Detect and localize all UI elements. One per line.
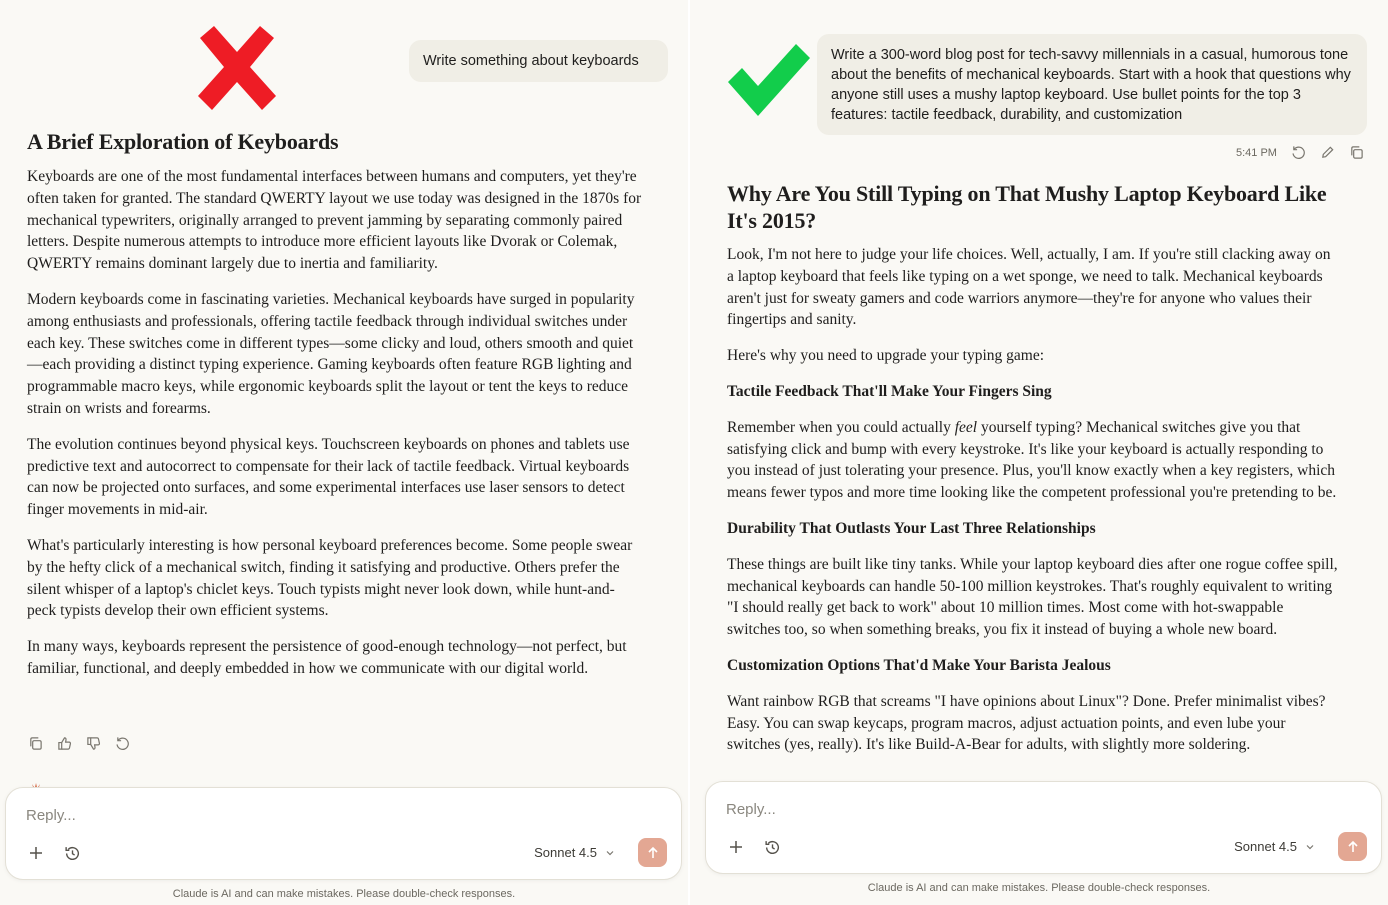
thumbs-down-button[interactable] <box>85 735 102 752</box>
response-paragraph: What's particularly interesting is how personal keyboard preferences become. Some people swear by the hefty click of a mechanical switch, finding it satisfying and productive. Others prefer the silent whisper of a laptop's chiclet keys. Touch typists might never look down, while hunt-and-peck typists develop their own efficient systems. <box>27 536 633 620</box>
history-button[interactable] <box>762 837 782 857</box>
response-paragraph: Modern keyboards come in fascinating varieties. Mechanical keyboards have surged in popularity among enthusiasts and professionals, offering tactile feedback through individual switches under each key. These switches come in different types—some clicky and loud, others smooth and quiet—each providing a distinct typing experience. Gaming keyboards often feature RGB lighting and programmable macro keys, while ergonomic keyboards split the layout or tent the keys to reduce strain on wrists and forearms. <box>27 290 635 417</box>
section-heading: Durability That Outlasts Your Last Three Relationships <box>727 519 1096 537</box>
retry-icon[interactable] <box>1291 145 1306 160</box>
add-attachment-button[interactable] <box>726 837 746 857</box>
response-intro: Look, I'm not here to judge your life choices. Well, actually, I am. If you're still clacking away on a laptop keyboard that feels like typing on a wet sponge, we need to talk. Mechanical keyboards aren't just for sweaty gamers and code warriors anymore—they're for anyone who values their fingertips and sanity. <box>727 246 1331 329</box>
green-check-icon <box>724 42 814 118</box>
section-heading: Tactile Feedback That'll Make Your Fingers Sing <box>727 382 1052 400</box>
section-heading: Customization Options That'd Make Your Barista Jealous <box>727 656 1111 674</box>
reply-composer <box>705 781 1382 874</box>
copy-button[interactable] <box>27 735 44 752</box>
model-selector[interactable] <box>534 845 615 860</box>
model-name: Sonnet 4.5 <box>534 845 597 860</box>
reply-input[interactable] <box>724 800 1288 819</box>
response-actions <box>27 735 131 752</box>
user-message-bubble <box>817 34 1367 135</box>
copy-icon <box>28 736 43 751</box>
section-text: These things are built like tiny tanks. While your laptop keyboard dies after one rogue coffee spill, mechanical keyboards can handle 50-100 million keystrokes. That's roughly equivalent to writing "I should really get back to work" about 10 million times. Most come with hot-swappable switches too, so when something breaks, you fix it instead of buying a whole new board. <box>727 555 1338 639</box>
section-text: Want rainbow RGB that screams "I have opinions about Linux"? Done. Prefer minimalist vibes? Easy. You can swap keycaps, program macros, adjust actuation points, and even lube your switches (yes, really). It's like Build-A-Bear for adults, with slightly more soldering. <box>727 692 1326 754</box>
thumbs-up-button[interactable] <box>56 735 73 752</box>
section-text-part: yourself typing? Mechanical switches give you that satisfying click and bump with every keystroke. It's like your keyboard is actually responding to you instead of just tolerating your presence. Plus, you'll know exactly when a key registers, which means fewer typos and more time looking like the competent professional you're pretending to be. <box>727 418 1337 502</box>
model-selector[interactable] <box>1234 839 1315 854</box>
plus-icon <box>28 845 44 861</box>
user-message-text: Write a 300-word blog post for tech-savvy millennials in a casual, humorous tone about the benefits of mechanical keyboards. Start with a hook that questions why anyone still uses a mushy laptop keyboard. Use bullet points for the top 3 features: tactile feedback, durability, and customization <box>831 47 1351 123</box>
clock-history-icon <box>64 845 81 862</box>
retry-button[interactable] <box>114 735 131 752</box>
response-paragraph: The evolution continues beyond physical keys. Touchscreen keyboards on phones and tablets use predictive text and autocorrect to compensate for their lack of tactile feedback. Virtual keyboards can now be projected onto surfaces, and some experimental interfaces use laser sensors to detect finger movements in mid-air. <box>27 435 630 519</box>
disclaimer-text: Claude is AI and can make mistakes. Please double-check responses. <box>172 888 516 900</box>
add-attachment-button[interactable] <box>26 843 46 863</box>
message-timestamp: 5:41 PM <box>1236 146 1277 159</box>
reply-composer <box>5 787 682 880</box>
thumbs-up-icon <box>57 736 72 751</box>
emphasis-word: feel <box>954 418 978 436</box>
history-button[interactable] <box>62 843 82 863</box>
section-text-part: Remember when you could actually <box>727 418 955 436</box>
response-paragraph: In many ways, keyboards represent the persistence of good-enough technology—not perfect, but familiar, functional, and deeply embedded in how we communicate with our digital world. <box>27 638 627 677</box>
model-name: Sonnet 4.5 <box>1234 839 1297 854</box>
send-button[interactable] <box>638 838 667 867</box>
right-conversation-panel <box>690 0 1388 905</box>
response-title: A Brief Exploration of Keyboards <box>27 129 339 154</box>
edit-pencil-icon[interactable] <box>1320 145 1335 160</box>
response-title: Why Are You Still Typing on That Mushy Laptop Keyboard Like It's 2015? <box>727 181 1327 233</box>
assistant-response <box>27 128 643 694</box>
user-message-bubble <box>409 40 668 82</box>
chevron-down-icon <box>1305 842 1315 852</box>
left-conversation-panel <box>0 0 688 905</box>
chevron-down-icon <box>605 848 615 858</box>
thumbs-down-icon <box>86 736 101 751</box>
section-text <box>727 417 1339 504</box>
disclaimer-text: Claude is AI and can make mistakes. Please double-check responses. <box>867 882 1211 894</box>
response-paragraph: Keyboards are one of the most fundamental interfaces between humans and computers, yet they're often taken for granted. The standard QWERTY layout we use today was designed in the 1870s for mechanical typewriters, originally arranged to prevent jamming by separating commonly paired letters. Despite numerous attempts to introduce more efficient layouts like Dvorak or Colemak, QWERTY remains dominant largely due to inertia and familiarity. <box>27 168 642 273</box>
copy-icon[interactable] <box>1349 145 1364 160</box>
send-button[interactable] <box>1338 832 1367 861</box>
response-lead-in: Here's why you need to upgrade your typing game: <box>727 347 1045 365</box>
message-meta-row <box>1236 145 1364 160</box>
arrow-up-icon <box>646 846 660 860</box>
arrow-up-icon <box>1346 840 1360 854</box>
clock-history-icon <box>764 839 781 856</box>
plus-icon <box>728 839 744 855</box>
reply-input[interactable] <box>24 806 588 825</box>
retry-icon <box>115 736 130 751</box>
red-x-icon <box>192 24 282 112</box>
user-message-text: Write something about keyboards <box>423 53 639 69</box>
assistant-response <box>727 180 1339 770</box>
